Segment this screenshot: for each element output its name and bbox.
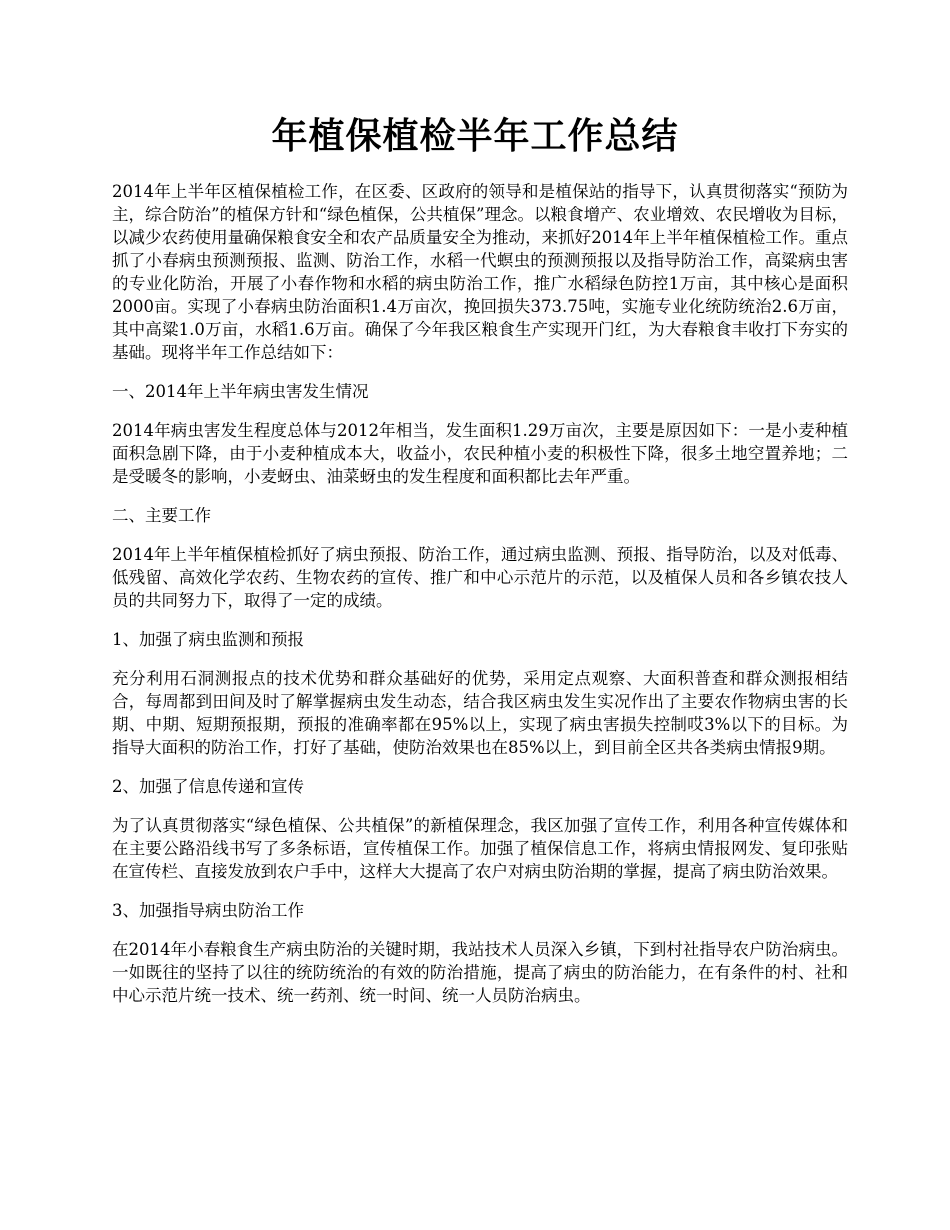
section-heading-main-work: 二、主要工作 <box>112 506 211 525</box>
subsection-heading-guidance: 3、加强指导病虫防治工作 <box>112 901 304 920</box>
section-heading-pest-status: 一、2014年上半年病虫害发生情况 <box>112 382 369 401</box>
guidance-paragraph: 在2014年小春粮食生产病虫防治的关键时期，我站技术人员深入乡镇，下到村社指导农户防治病虫。一如既往的坚持了以往的统防统治的有效的防治措施，提高了病虫的防治能力，在有条件的村、社和中心示范片统一技术、统一药剂、统一时间、统一人员防治病虫。 <box>112 940 848 1005</box>
main-work-paragraph: 2014年上半年植保植检抓好了病虫预报、防治工作，通过病虫监测、预报、指导防治，以及对低毒、低残留、高效化学农药、生物农药的宣传、推广和中心示范片的示范，以及植保人员和各乡镇农技人员的共同努力下，取得了一定的成绩。 <box>112 545 848 610</box>
document-body <box>112 180 848 1023</box>
subsection-heading-monitoring: 1、加强了病虫监测和预报 <box>112 630 304 649</box>
pest-status-paragraph: 2014年病虫害发生程度总体与2012年相当，发生面积1.29万亩次，主要是原因如下：一是小麦种植面积急剧下降，由于小麦种植成本大，收益小，农民种植小麦的积极性下降，很多土地空置养地；二是受暖冬的影响，小麦蚜虫、油菜蚜虫的发生程度和面积都比去年严重。 <box>112 421 848 486</box>
document-title: 年植保植检半年工作总结 <box>271 115 679 157</box>
publicity-paragraph: 为了认真贯彻落实“绿色植保、公共植保”的新植保理念，我区加强了宣传工作，利用各种宣传媒体和在主要公路沿线书写了多条标语，宣传植保工作。加强了植保信息工作，将病虫情报网发、复印张贴在宣传栏、直接发放到农户手中，这样大大提高了农户对病虫防治期的掌握，提高了病虫防治效果。 <box>112 816 848 881</box>
subsection-heading-publicity: 2、加强了信息传递和宣传 <box>112 777 304 796</box>
monitoring-paragraph: 充分利用石洞测报点的技术优势和群众基础好的优势，采用定点观察、大面积普查和群众测报相结合，每周都到田间及时了解掌握病虫发生动态，结合我区病虫发生实况作出了主要农作物病虫害的长期、中期、短期预报期，预报的准确率都在95%以上，实现了病虫害损失控制哎3%以下的目标。为指导大面积的防治工作，打好了基础，使防治效果也在85%以上，到目前全区共各类病虫情报9期。 <box>112 669 848 757</box>
intro-paragraph: 2014年上半年区植保植检工作，在区委、区政府的领导和是植保站的指导下，认真贯彻落实“预防为主，综合防治”的植保方针和“绿色植保，公共植保”理念。以粮食增产、农业增效、农民增收为目标，以减少农药使用量确保粮食安全和农产品质量安全为推动，来抓好2014年上半年植保植检工作。重点抓了小春病虫预测预报、监测、防治工作，水稻一代螟虫的预测预报以及指导防治工作，高粱病虫害的专业化防治，开展了小春作物和水稻的病虫防治工作，推广水稻绿色防控1万亩，其中核心是面积2000亩。实现了小春病虫防治面积1.4万亩次，挽回损失373.75吨，实施专业化统防统治2.6万亩，其中高粱1.0万亩，水稻1.6万亩。确保了今年我区粮食生产实现开门红，为大春粮食丰收打下夯实的基础。现将半年工作总结如下： <box>112 182 848 362</box>
